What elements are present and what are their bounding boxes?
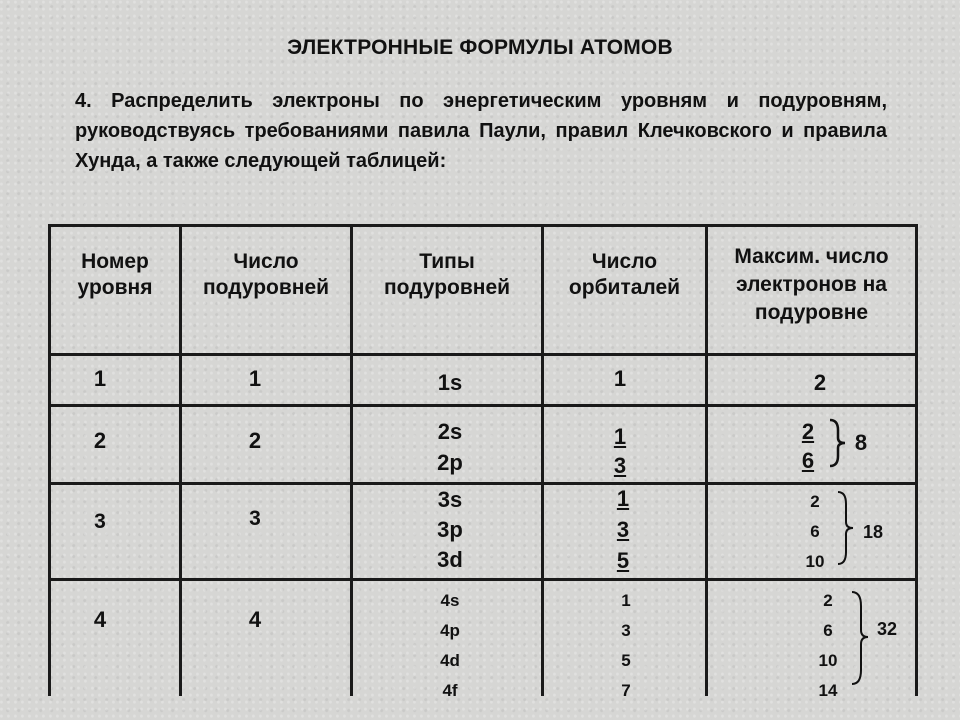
task-paragraph: 4. Распределить электроны по энергетическим уровням и подуровням, руководствуясь требованиями павила Паули, правил Клечковского и правила Хунда, а также следующей таблицей: (75, 90, 887, 172)
header-level: Номер уровня (77, 250, 153, 299)
row4-orbitals: 1 3 5 7 (621, 591, 631, 700)
header-orbital-count: Число орбиталей (568, 250, 681, 299)
row4-types: 4s 4p 4d 4f (440, 591, 460, 700)
row2-level: 2 (93, 428, 107, 453)
brace-icon (850, 590, 872, 686)
header-max-electrons: Максим. число электронов на подуровне (734, 245, 889, 324)
row4-electrons: 2 6 10 14 (818, 591, 838, 700)
row3-electrons: 2 6 10 (805, 492, 825, 571)
row1-electrons: 2 (813, 370, 827, 395)
row3-level: 3 (94, 510, 106, 533)
brace-icon (836, 490, 856, 566)
header-sublevel-count: Число подуровней (202, 250, 330, 299)
table-right-border (915, 224, 918, 696)
row3-total: 18 (862, 522, 884, 542)
row1-orbitals: 1 (613, 366, 627, 391)
row4-sublevel-count: 4 (248, 607, 262, 632)
header-sublevel-types: Типы подуровней (383, 250, 511, 299)
row2-orbitals: 1 3 (613, 424, 627, 478)
row1-sublevel-count: 1 (248, 366, 262, 391)
row2-types: 2s 2p (437, 419, 463, 475)
row3-types: 3s 3p 3d (437, 487, 463, 572)
row1-type: 1s (437, 370, 463, 395)
row1-level: 1 (93, 366, 107, 391)
brace-icon (828, 418, 848, 468)
row4-total: 32 (876, 619, 898, 639)
row3-orbitals: 1 3 5 (616, 486, 630, 573)
row4-level: 4 (93, 607, 107, 632)
row2-total: 8 (854, 430, 868, 455)
row2-sublevel-count: 2 (248, 428, 262, 453)
row3-sublevel-count: 3 (249, 507, 261, 530)
row2-electrons: 2 6 (801, 419, 815, 473)
page-title: ЭЛЕКТРОННЫЕ ФОРМУЛЫ АТОМОВ (287, 36, 673, 59)
